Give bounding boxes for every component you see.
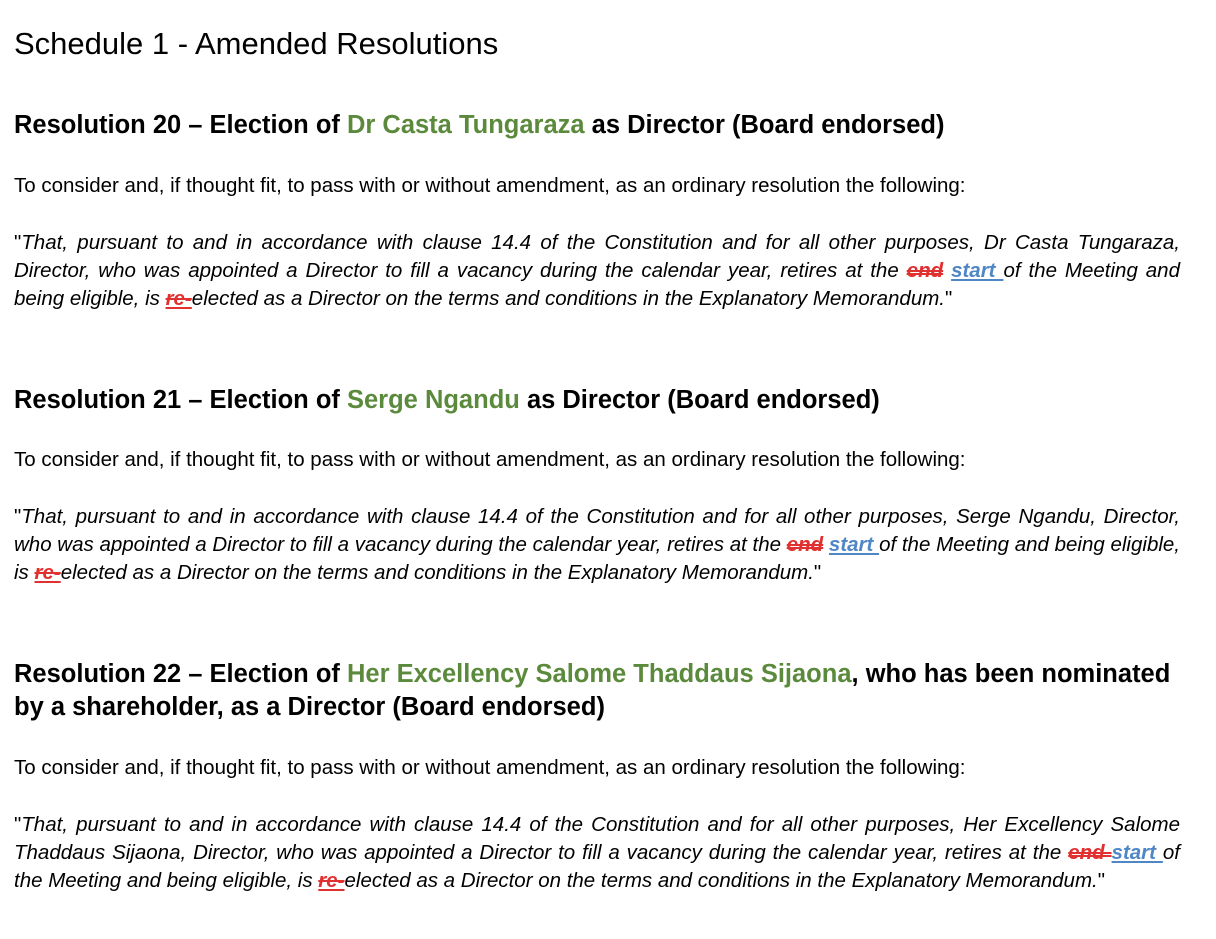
inserted-word: start	[951, 259, 1004, 282]
open-quote: "	[14, 231, 22, 254]
resolution-20-text	[14, 229, 1180, 313]
deleted-word: end	[906, 259, 944, 282]
deleted-prefix: re-	[34, 561, 61, 584]
text-after: elected as a Director on the terms and conditions in the Explanatory Memorandum.	[344, 869, 1098, 892]
text-middle: of the Meeting and being eligible, is	[14, 841, 1180, 892]
resolution-21-heading	[14, 384, 1180, 417]
resolution-20-heading	[14, 109, 1180, 142]
deleted-word: end	[786, 533, 824, 556]
heading-prefix: Resolution 20 – Election of	[14, 111, 347, 139]
page-title: Schedule 1 - Amended Resolutions	[14, 26, 499, 61]
heading-suffix: as Director (Board endorsed)	[519, 386, 880, 414]
text-before: That, pursuant to and in accordance with clause 14.4 of the Constitution and for all other purposes, Serge Ngandu, Director, who was appointed a Director to fill a vacancy during the calendar year, retires at the	[14, 505, 1180, 556]
text-after: elected as a Director on the terms and conditions in the Explanatory Memorandum.	[60, 561, 814, 584]
resolution-21-intro: To consider and, if thought fit, to pass with or without amendment, as an ordinary resolution the following:	[14, 448, 966, 471]
director-name: Her Excellency Salome Thaddaus Sijaona	[346, 660, 852, 688]
resolution-22-heading	[14, 658, 1180, 724]
inserted-word: start	[828, 533, 880, 556]
resolution-20-intro: To consider and, if thought fit, to pass with or without amendment, as an ordinary resolution the following:	[14, 174, 966, 197]
deleted-prefix: re-	[318, 869, 345, 892]
deleted-word: end	[1068, 841, 1112, 864]
text-middle: of the Meeting and being eligible, is	[14, 533, 1180, 584]
text-before: That, pursuant to and in accordance with clause 14.4 of the Constitution and for all other purposes, Dr Casta Tungaraza, Director, who was appointed a Director to fill a vacancy during the calendar year, retires at the	[14, 231, 1180, 282]
heading-suffix: as Director (Board endorsed)	[584, 111, 945, 139]
heading-prefix: Resolution 22 – Election of	[14, 660, 347, 688]
resolution-21-text	[14, 503, 1180, 587]
close-quote: "	[813, 561, 822, 584]
open-quote: "	[14, 813, 22, 836]
text-before: That, pursuant to and in accordance with clause 14.4 of the Constitution and for all other purposes, Her Excellency Salome Thaddaus Sijaona, Director, who was appointed a Director to fill a vacancy during the calendar year, retires at the	[14, 813, 1180, 864]
director-name: Serge Ngandu	[346, 386, 520, 414]
close-quote: "	[1097, 869, 1105, 892]
heading-suffix: , who has been nominated by a shareholder, as a Director (Board endorsed)	[14, 660, 1171, 721]
resolution-22-intro: To consider and, if thought fit, to pass with or without amendment, as an ordinary resolution the following:	[14, 756, 966, 779]
text-after: elected as a Director on the terms and conditions in the Explanatory Memorandum.	[191, 287, 945, 310]
director-name: Dr Casta Tungaraza	[346, 111, 585, 139]
deleted-prefix: re-	[165, 287, 192, 310]
inserted-word: start	[1111, 841, 1163, 864]
heading-prefix: Resolution 21 – Election of	[14, 386, 347, 414]
text-middle: of the Meeting and being eligible, is	[14, 259, 1180, 310]
resolution-22-text	[14, 811, 1180, 895]
close-quote: "	[945, 287, 953, 310]
open-quote: "	[14, 505, 22, 528]
